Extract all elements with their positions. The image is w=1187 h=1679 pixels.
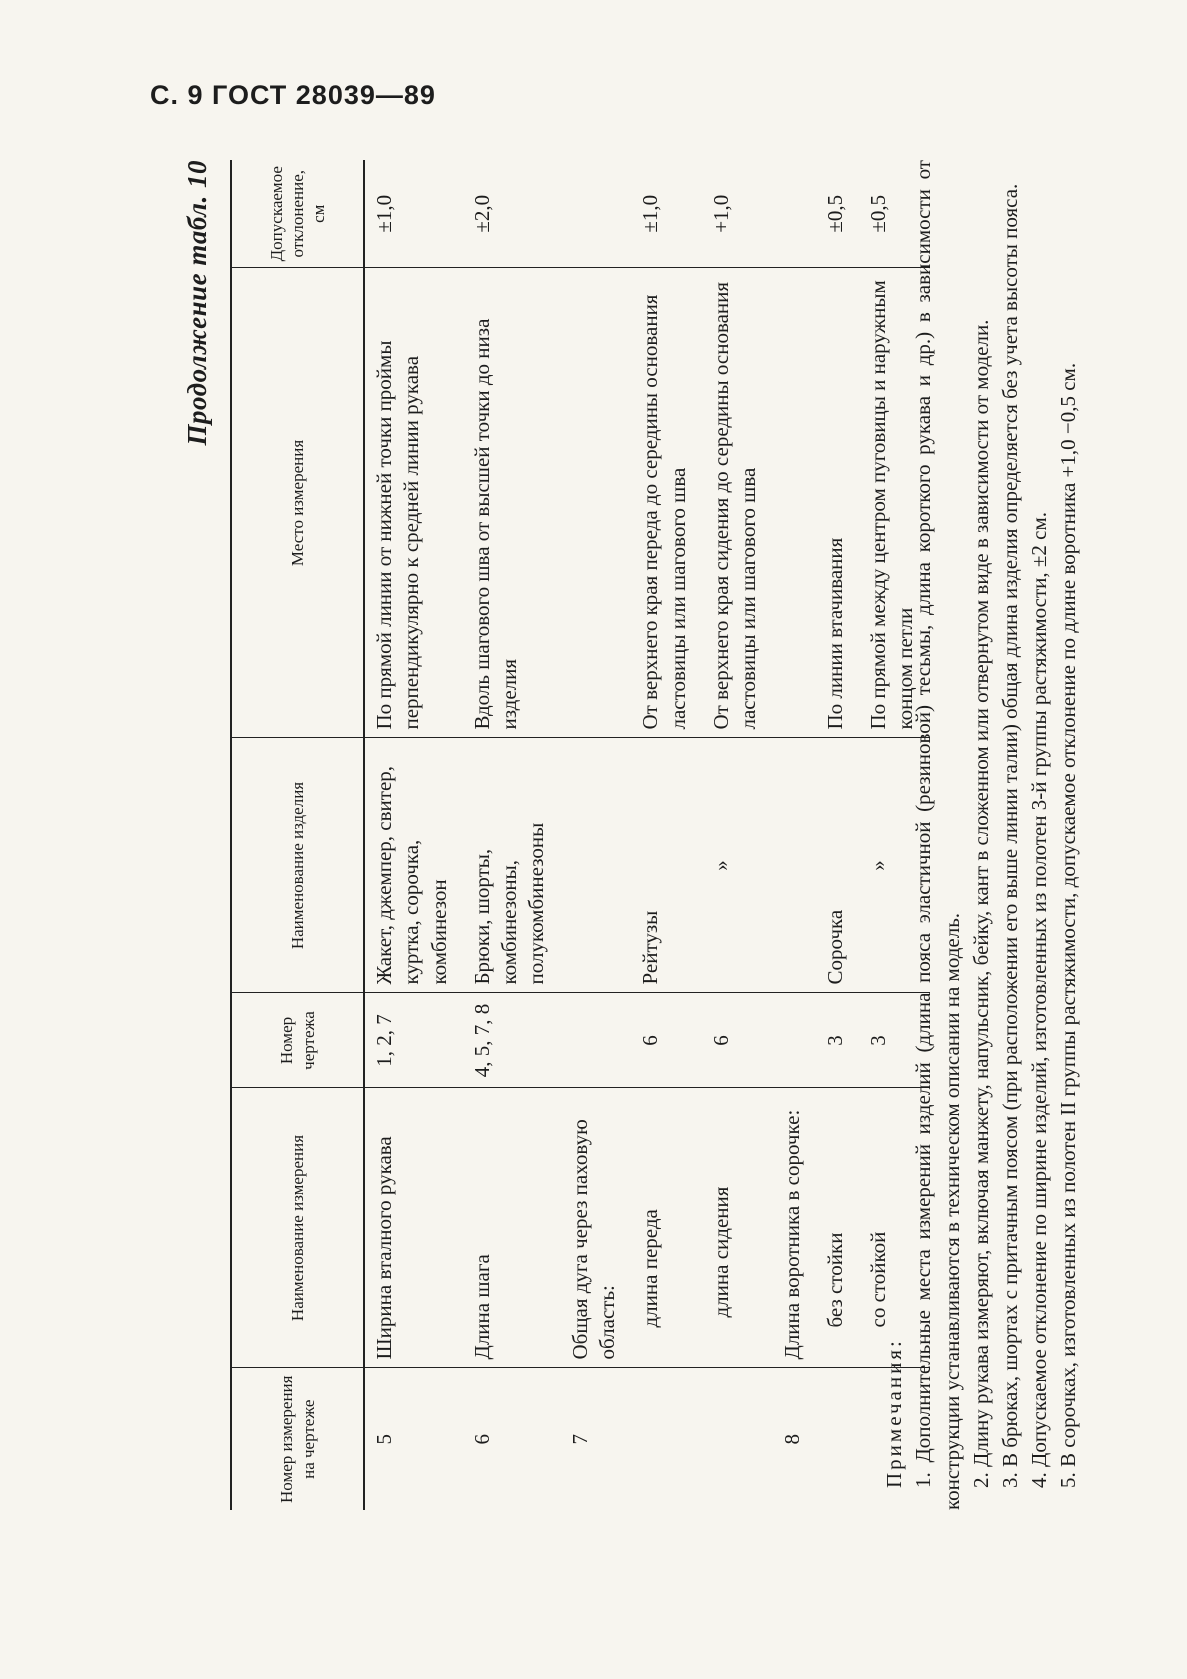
cell-measurement: Длина шага xyxy=(463,1088,561,1368)
cell-drawing: 3 xyxy=(816,993,859,1088)
cell-number xyxy=(631,1368,702,1510)
cell-measurement: без стойки xyxy=(816,1088,859,1368)
cell-place: По линии втачивания xyxy=(816,268,859,738)
col-header-tolerance: Допускаемое отклонение, см xyxy=(231,160,364,268)
cell-place: По прямой между центром пуговицы и наружным концом петли xyxy=(859,268,930,738)
cell-tolerance: ±0,5 xyxy=(822,194,847,233)
cell-product xyxy=(773,738,816,993)
cell-drawing: 4, 5, 7, 8 xyxy=(463,993,561,1088)
cell-place: По прямой линии от нижней точки проймы перпендикулярно к средней линии рукава xyxy=(364,268,463,738)
page-header: С. 9 ГОСТ 28039—89 xyxy=(150,80,436,110)
cell-tolerance: ±1,0 xyxy=(638,194,663,233)
col-header-place: Место измерения xyxy=(231,268,364,738)
cell-product: Сорочка xyxy=(816,738,859,993)
notes-heading: Примечания: xyxy=(882,1338,906,1488)
cell-drawing xyxy=(561,993,632,1088)
rotated-content xyxy=(180,160,1140,1510)
col-header-drawing: Номер чертежа xyxy=(231,993,364,1088)
note-item: 5. В сорочках, изготовленных из полотен II группы растяжимости, допускаемое отклонение по длине воротника +1,0 −0,5 см. xyxy=(1055,362,1080,1488)
cell-number: 5 xyxy=(364,1368,463,1510)
notes-section xyxy=(880,160,1083,1510)
cell-measurement: Ширина вталного рукава xyxy=(364,1088,463,1368)
cell-drawing: 1, 2, 7 xyxy=(364,993,463,1088)
note-item: 2. Длину рукава измеряют, включая манжету, напульсник, бейку, кант в сложенном или отвернутом виде в зависимости от модели. xyxy=(968,319,993,1488)
cell-product: » xyxy=(859,738,930,993)
cell-tolerance xyxy=(561,160,632,268)
cell-number: 8 xyxy=(773,1368,816,1510)
cell-place: От верхнего края сидения до середины основания ластовицы или шагового шва xyxy=(702,268,773,738)
cell-product: Жакет, джемпер, свитер, куртка, сорочка, комбинезон xyxy=(364,738,463,993)
cell-number: 6 xyxy=(463,1368,561,1510)
table-row xyxy=(561,160,632,1510)
table-caption: Продолжение табл. 10 xyxy=(182,160,212,446)
cell-place: От верхнего края переда до середины основания ластовицы или шагового шва xyxy=(631,268,702,738)
cell-measurement: Длина воротника в сорочке: xyxy=(773,1088,816,1368)
cell-measurement: Общая дуга через паховую область: xyxy=(561,1088,632,1368)
table-row xyxy=(816,160,859,1510)
table-header-row xyxy=(231,160,364,1510)
cell-tolerance: ±0,5 xyxy=(866,194,891,233)
cell-place xyxy=(773,268,816,738)
col-header-number: Номер измерения на чертеже xyxy=(231,1368,364,1510)
note-item: 3. В брюках, шортах с притачным поясом (при расположении его выше линии талии) общая длина изделия определяется без учета высоты пояса. xyxy=(997,183,1022,1488)
cell-number xyxy=(702,1368,773,1510)
table-row xyxy=(631,160,702,1510)
table-row xyxy=(702,160,773,1510)
cell-product: Рейтузы xyxy=(631,738,702,993)
cell-measurement: со стойкой xyxy=(859,1088,930,1368)
table-row xyxy=(773,160,816,1510)
cell-product: Брюки, шорты, комбинезоны, полукомбинезоны xyxy=(463,738,561,993)
cell-drawing xyxy=(773,993,816,1088)
cell-tolerance: ±1,0 xyxy=(372,194,396,233)
cell-product xyxy=(561,738,632,993)
col-header-product: Наименование изделия xyxy=(231,738,364,993)
table-row xyxy=(463,160,561,1510)
cell-place xyxy=(561,268,632,738)
table-row xyxy=(364,160,463,1510)
cell-tolerance: ±2,0 xyxy=(469,194,494,233)
measurement-table xyxy=(230,160,930,1510)
cell-place: Вдоль шагового шва от высшей точки до низа изделия xyxy=(463,268,561,738)
cell-drawing: 6 xyxy=(631,993,702,1088)
cell-tolerance: +1,0 xyxy=(708,194,733,233)
note-item: 4. Допускаемое отклонение по ширине изделий, изготовленных из полотен 3-й группы растяжимости, ±2 см. xyxy=(1026,511,1051,1488)
cell-tolerance xyxy=(773,160,816,268)
cell-drawing: 3 xyxy=(859,993,930,1088)
col-header-measurement: Наименование измерения xyxy=(231,1088,364,1368)
cell-number xyxy=(816,1368,859,1510)
cell-product: » xyxy=(702,738,773,993)
cell-number: 7 xyxy=(561,1368,632,1510)
cell-measurement: длина сидения xyxy=(702,1088,773,1368)
cell-drawing: 6 xyxy=(702,993,773,1088)
note-item: 1. Дополнительные места измерений изделий (длина пояса эластичной (резиновой) тесьмы, длина короткого рукава и др.) в зависимости от конструкции устанавливаются в техническом описании на модель. xyxy=(910,160,964,1510)
cell-measurement: длина переда xyxy=(631,1088,702,1368)
